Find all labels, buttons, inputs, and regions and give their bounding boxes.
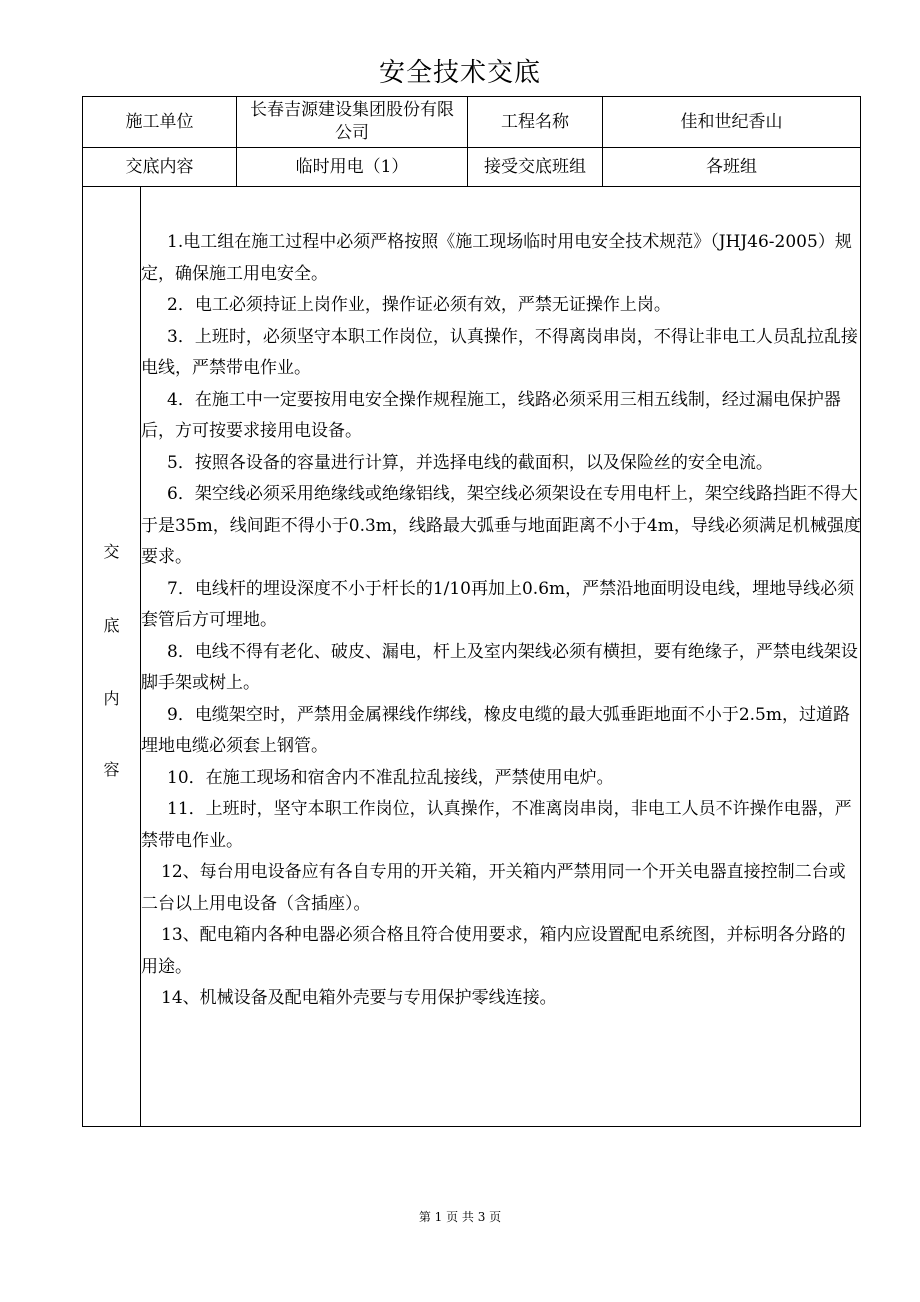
rule-paragraph: 10．在施工现场和宿舍内不准乱拉乱接线，严禁使用电炉。 xyxy=(167,767,614,788)
row-divider xyxy=(83,186,860,187)
label-construction-unit: 施工单位 xyxy=(125,111,194,132)
rule-paragraph: 2．电工必须持证上岗作业，操作证必须有效，严禁无证操作上岗。 xyxy=(167,295,671,315)
page-footer: 第 1 页 共 3 页 xyxy=(418,1210,502,1224)
side-label-char: 底 xyxy=(103,616,120,635)
side-label-char: 交 xyxy=(103,542,120,561)
value-receiving-team: 各班组 xyxy=(706,156,757,177)
document-title: 安全技术交底 xyxy=(378,58,541,88)
rule-paragraph: 9．电缆架空时，严禁用金属裸线作绑线，橡皮电缆的最大弧垂距地面不小于2.5m，过道路埋地电缆必须套上钢管。 xyxy=(141,704,850,756)
label-project-name: 工程名称 xyxy=(501,111,569,132)
disclosure-table xyxy=(82,96,861,1127)
side-label-char: 内 xyxy=(103,689,120,708)
value-project-name: 佳和世纪香山 xyxy=(680,111,783,132)
side-label-char: 容 xyxy=(103,760,120,779)
value-construction-unit: 长春吉源建设集团股份有限公司 xyxy=(250,100,454,143)
rule-paragraph: 4．在施工中一定要按用电安全操作规程施工，线路必须采用三相五线制，经过漏电保护器后，方可按要求接用电设备。 xyxy=(141,389,841,441)
value-disclosure-content: 临时用电（1） xyxy=(295,156,409,177)
rule-paragraph: 7．电线杆的埋设深度不小于杆长的1/10再加上0.6m，严禁沿地面明设电线，埋地导线必须套管后方可埋地。 xyxy=(141,578,855,630)
label-disclosure-content: 交底内容 xyxy=(125,156,194,177)
label-receiving-team: 接受交底班组 xyxy=(484,156,586,177)
rule-paragraph: 13、配电箱内各种电器必须合格且符合使用要求，箱内应设置配电系统图，并标明各分路的用途。 xyxy=(141,925,846,977)
rule-paragraph: 12、每台用电设备应有各自专用的开关箱，开关箱内严禁用同一个开关电器直接控制二台或二台以上用电设备（含插座）。 xyxy=(141,862,846,914)
rule-paragraph: 8．电线不得有老化、破皮、漏电，杆上及室内架线必须有横担，要有绝缘子，严禁电线架设脚手架或树上。 xyxy=(141,641,858,693)
rule-paragraph: 1.电工组在施工过程中必须严格按照《施工现场临时用电安全技术规范》（JHJ46-2005）规定，确保施工用电安全。 xyxy=(141,232,852,284)
rule-paragraph: 5．按照各设备的容量进行计算，并选择电线的截面积，以及保险丝的安全电流。 xyxy=(167,452,773,473)
disclosure-body xyxy=(141,227,861,1015)
rule-paragraph: 11．上班时，坚守本职工作岗位，认真操作，不准离岗串岗，非电工人员不许操作电器，严禁带电作业。 xyxy=(141,799,852,851)
rule-paragraph: 6．架空线必须采用绝缘线或绝缘铝线，架空线必须架设在专用电杆上，架空线路挡距不得大于是35m，线间距不得小于0.3m，线路最大弧垂与地面距离不小于4m，导线必须满足机械强度要求。 xyxy=(141,484,861,567)
rule-paragraph: 3．上班时，必须坚守本职工作岗位，认真操作，不得离岗串岗，不得让非电工人员乱拉乱接电线，严禁带电作业。 xyxy=(141,326,858,378)
rule-paragraph: 14、机械设备及配电箱外壳要与专用保护零线连接。 xyxy=(161,988,557,1008)
